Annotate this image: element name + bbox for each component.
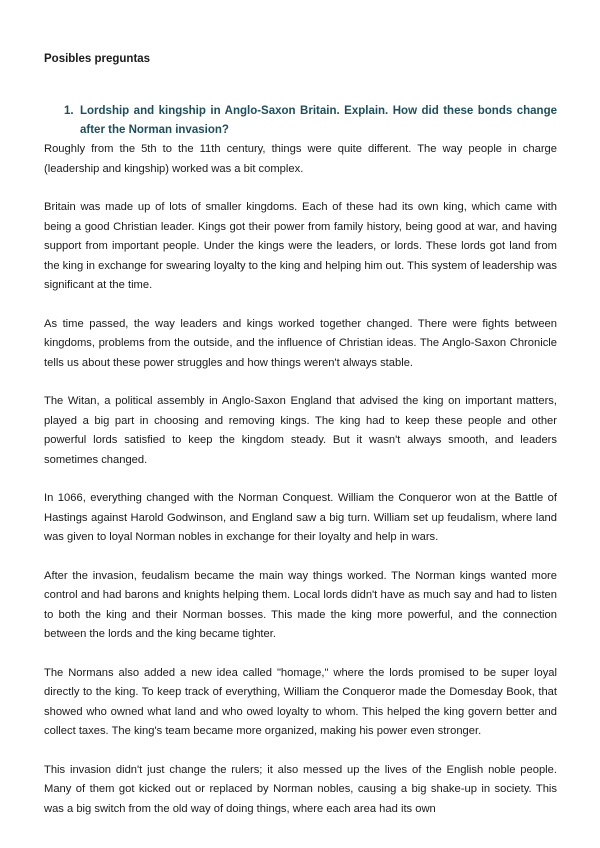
question-text: Lordship and kingship in Anglo-Saxon Britain. Explain. How did these bonds change after the Norman invasion? <box>80 105 557 136</box>
paragraph: The Witan, a political assembly in Anglo-Saxon England that advised the king on important matters, played a big part in choosing and removing kings. The king had to keep these people and other powerful lords satisfied to keep the kingdom steady. But it wasn't always smooth, and leaders sometimes changed. <box>44 395 557 466</box>
question-number: 1. <box>64 105 74 117</box>
paragraph: In 1066, everything changed with the Norman Conquest. William the Conqueror won at the Battle of Hastings against Harold Godwinson, and England saw a big turn. William set up feudalism, where land was given to loyal Norman nobles in exchange for their loyalty and help in wars. <box>44 492 557 543</box>
question-item <box>44 102 557 140</box>
paragraph: Roughly from the 5th to the 11th century, things were quite different. The way people in charge (leadership and kingship) worked was a bit complex. <box>44 143 557 175</box>
paragraph: As time passed, the way leaders and kings worked together changed. There were fights between kingdoms, problems from the outside, and the influence of Christian ideas. The Anglo-Saxon Chronicle tells us about these power struggles and how things weren't always stable. <box>44 317 557 369</box>
paragraph: This invasion didn't just change the rulers; it also messed up the lives of the English noble people. Many of them got kicked out or replaced by Norman nobles, causing a big shake-up in society. This was a big switch from the old way of doing things, where each area had its own <box>44 763 557 815</box>
page-heading: Posibles preguntas <box>44 53 151 65</box>
paragraph: Britain was made up of lots of smaller kingdoms. Each of these had its own king, which came with being a good Christian leader. Kings got their power from family history, being good at war, and having support from important people. Under the kings were the leaders, or lords. These lords got land from the king in exchange for swearing loyalty to the king and helping him out. This system of leadership was significant at the time. <box>44 201 557 291</box>
document-page <box>44 48 557 838</box>
paragraph: The Normans also added a new idea called "homage," where the lords promised to be super loyal directly to the king. To keep track of everything, William the Conqueror made the Domesday Book, that showed who owned what land and who owed loyalty to whom. This helped the king govern better and collect taxes. The king's team became more organized, making his power even stronger. <box>44 666 557 737</box>
paragraph: After the invasion, feudalism became the main way things worked. The Norman kings wanted more control and had barons and knights helping them. Local lords didn't have as much say and had to listen to both the king and their Norman bosses. This made the king more powerful, and the connection between the lords and the king became tighter. <box>44 569 557 640</box>
